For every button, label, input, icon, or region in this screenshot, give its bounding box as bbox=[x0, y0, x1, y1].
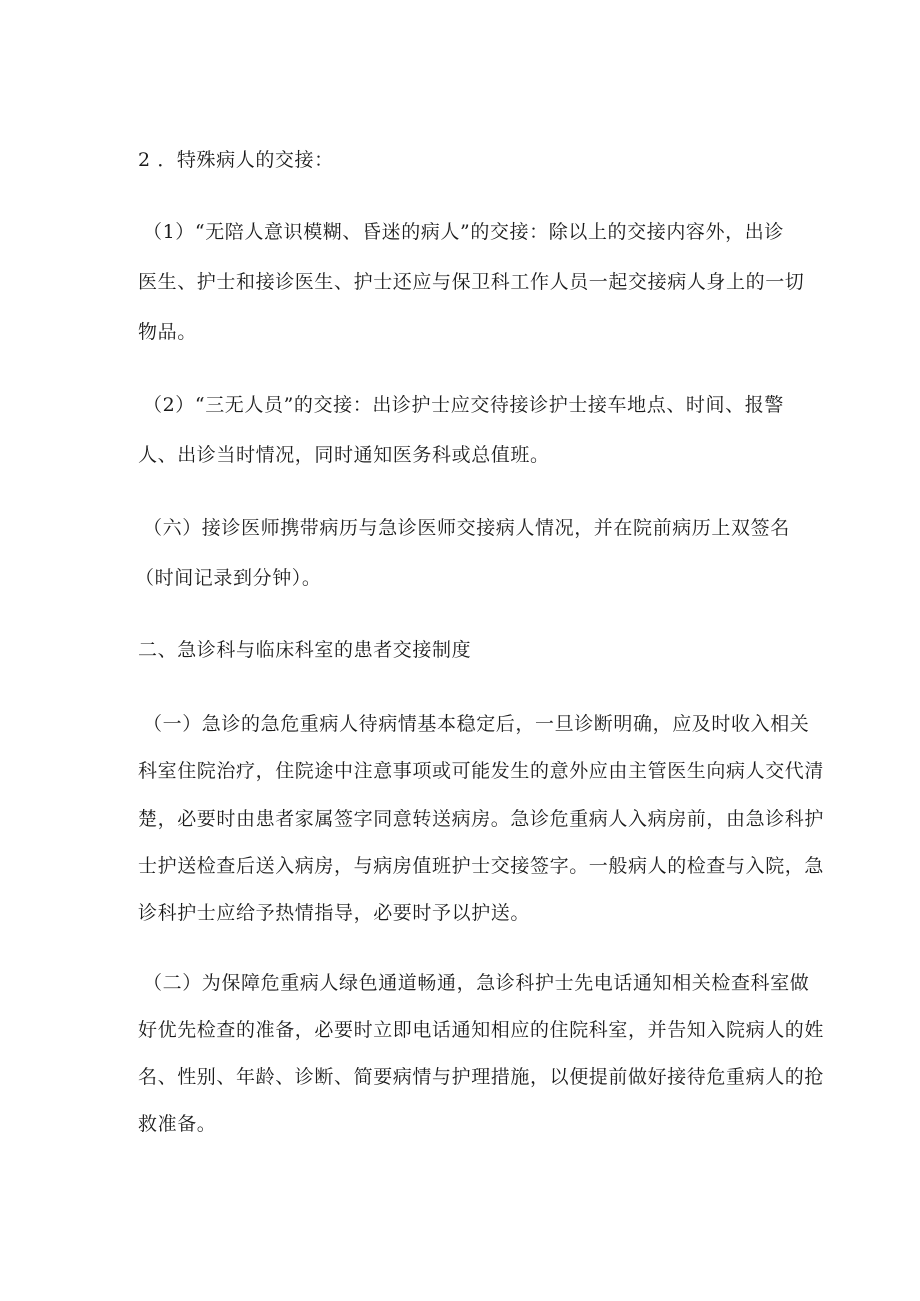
text-line: 救准备。 bbox=[138, 1113, 217, 1135]
text-line: 士护送检查后送入病房，与病房值班护士交接签字。一般病人的检查与入院，急 bbox=[138, 855, 825, 877]
text-line: 物品。 bbox=[138, 321, 197, 343]
text-line: 诊科护士应给予热情指导，必要时予以护送。 bbox=[138, 902, 531, 924]
text-line: 名、性别、年龄、诊断、简要病情与护理措施，以便提前做好接待危重病人的抢 bbox=[138, 1066, 825, 1088]
text-line: （2）“三无人员”的交接：出诊护士应交待接诊护士接车地点、时间、报警 bbox=[143, 394, 784, 416]
text-line: 好优先检查的准备，必要时立即电话通知相应的住院科室，并告知入院病人的姓 bbox=[138, 1019, 825, 1041]
text-line: （六）接诊医师携带病历与急诊医师交接病人情况，并在院前病历上双签名 bbox=[143, 517, 790, 539]
text-line: 人、出诊当时情况，同时通知医务科或总值班。 bbox=[138, 444, 550, 466]
text-line: （1）“无陪人意识模糊、昏迷的病人”的交接：除以上的交接内容外，出诊 bbox=[143, 221, 784, 243]
text-line: 科室住院治疗，住院途中注意事项或可能发生的意外应由主管医生向病人交代清 bbox=[138, 760, 825, 782]
text-line: （二）为保障危重病人绿色通道畅通，急诊科护士先电话通知相关检查科室做 bbox=[143, 972, 810, 994]
text-line: 医生、护士和接诊医生、护士还应与保卫科工作人员一起交接病人身上的一切 bbox=[138, 271, 805, 293]
text-line: 2 ．特殊病人的交接： bbox=[138, 149, 334, 171]
text-line: 楚，必要时由患者家属签字同意转送病房。急诊危重病人入病房前，由急诊科护 bbox=[138, 808, 825, 830]
text-line: （时间记录到分钟）。 bbox=[135, 567, 322, 589]
text-line: 二、急诊科与临床科室的患者交接制度 bbox=[138, 639, 472, 661]
text-line: （一）急诊的急危重病人待病情基本稳定后，一旦诊断明确，应及时收入相关 bbox=[143, 713, 810, 735]
